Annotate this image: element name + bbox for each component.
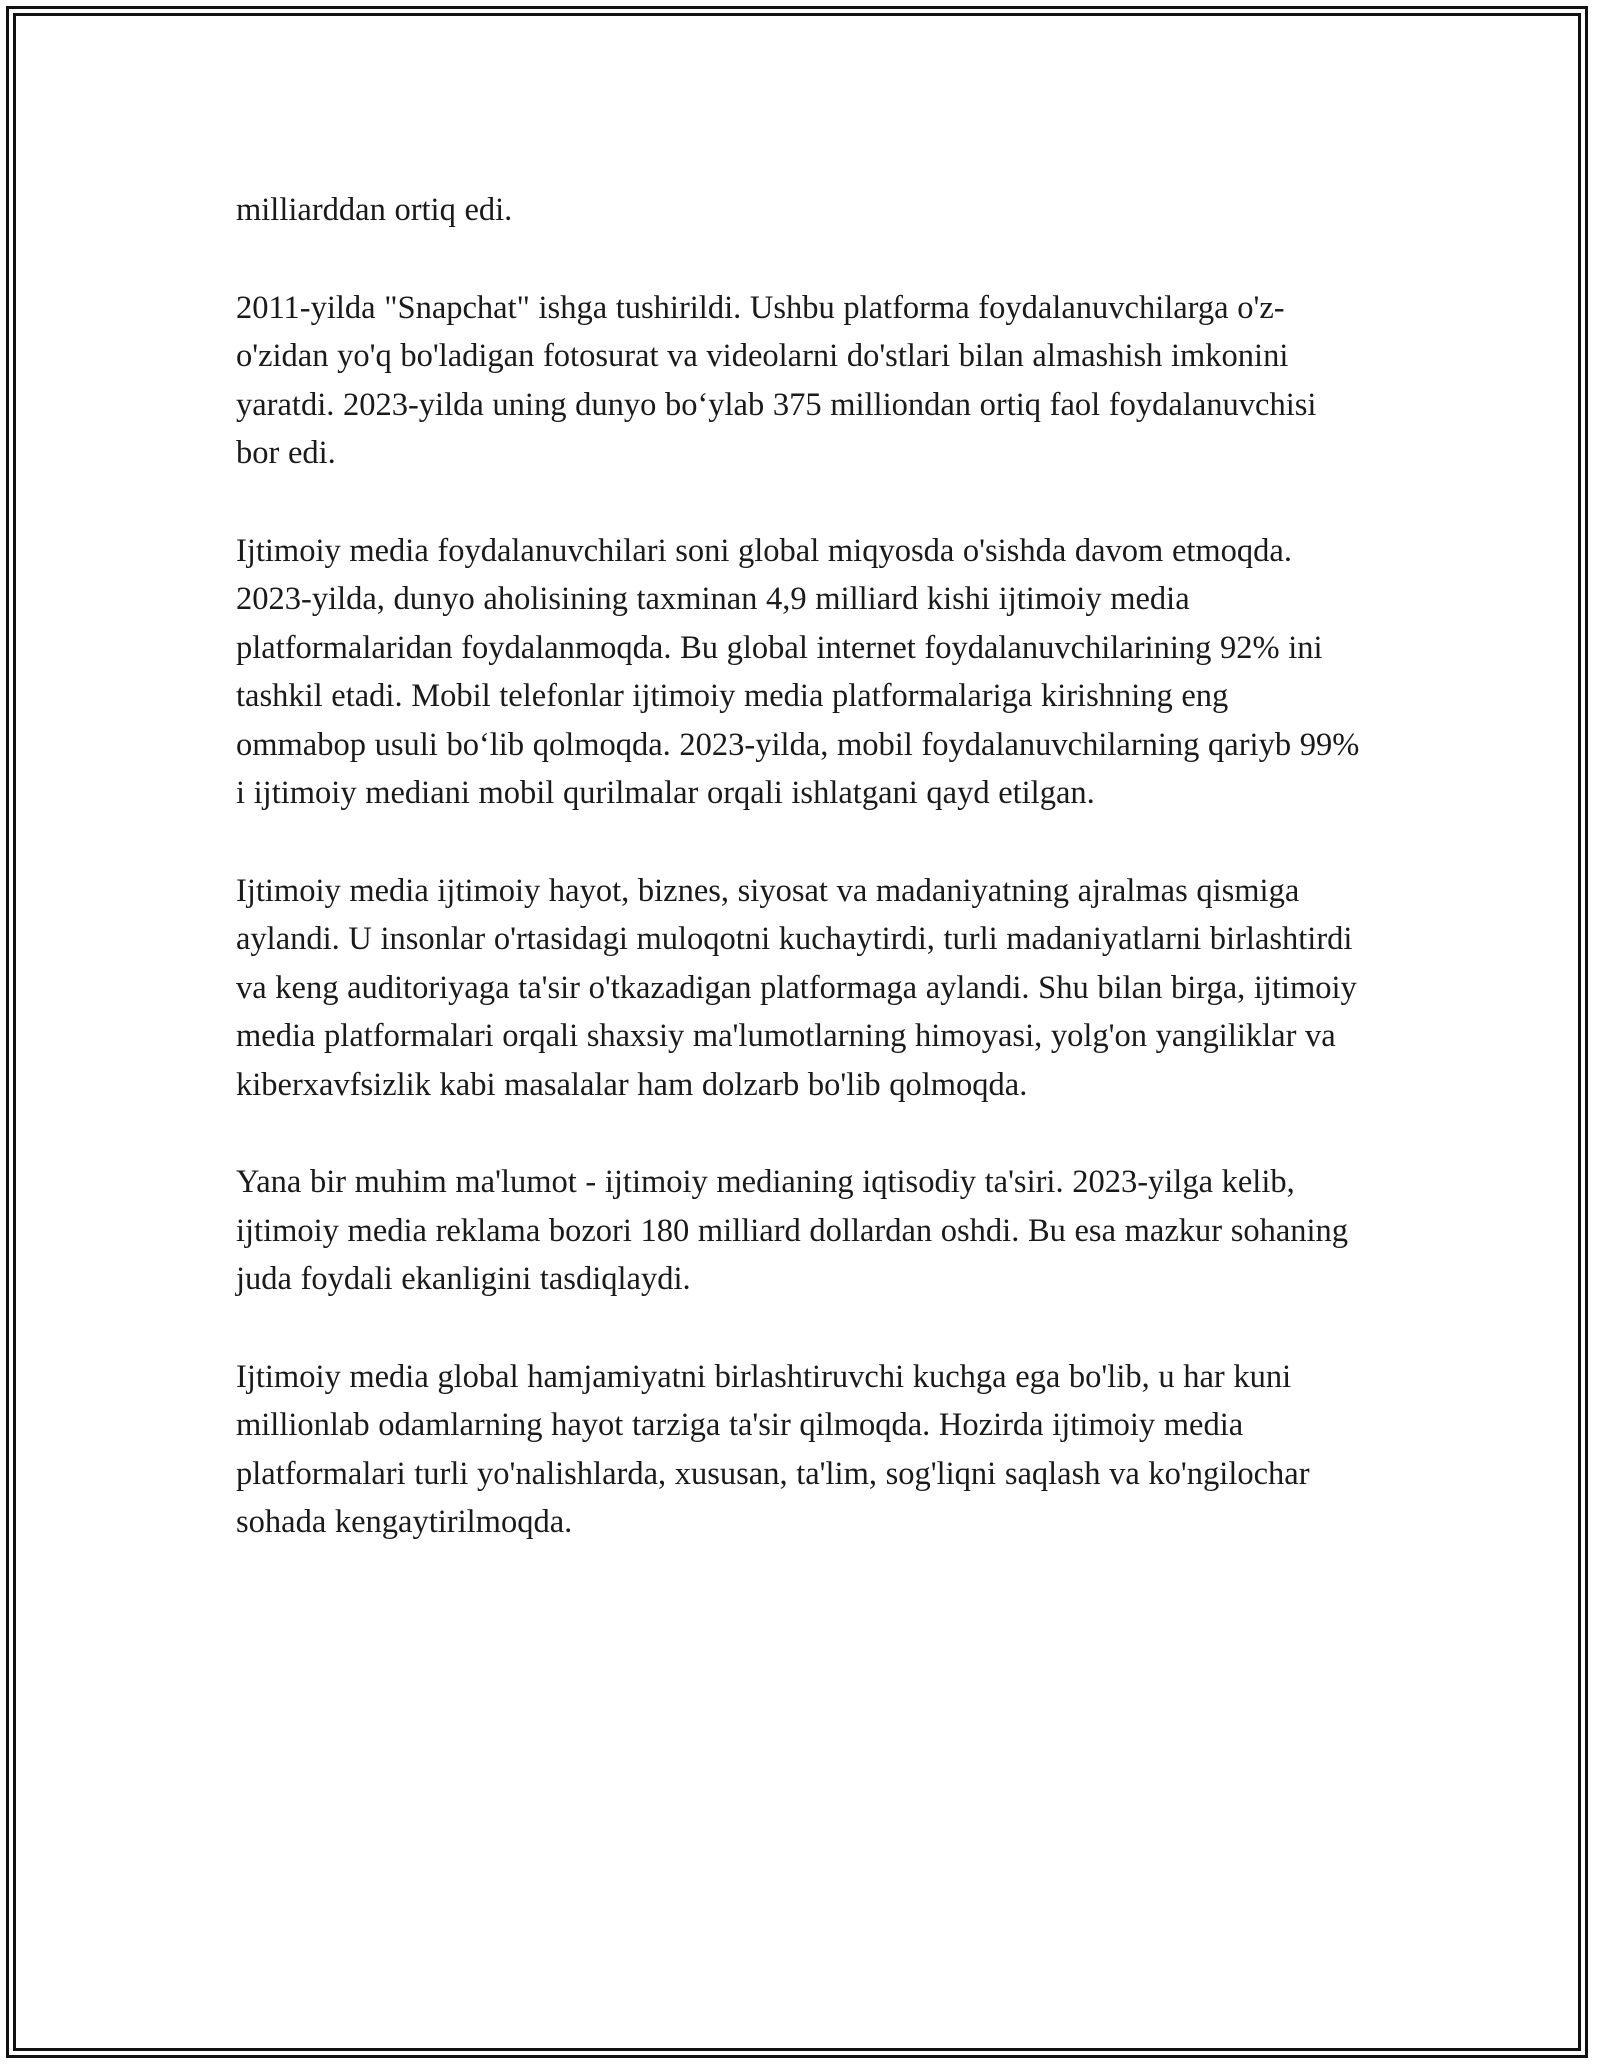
document-body bbox=[236, 186, 1366, 1596]
paragraph: 2011-yilda "Snapchat" ishga tushirildi. Ushbu platforma foydalanuvchilarga o'z-o'zidan yo'q bo'ladigan fotosurat va videolarni do'stlari bilan almashish imkonini yaratdi. 2023-yilda uning dunyo bo‘ylab 375 milliondan ortiq faol foydalanuvchisi bor edi. bbox=[236, 289, 1317, 471]
paragraph: Ijtimoiy media foydalanuvchilari soni global miqyosda o'sishda davom etmoqda. 2023-yilda, dunyo aholisining taxminan 4,9 milliard kishi ijtimoiy media platformalaridan foydalanmoqda. Bu global internet foydalanuvchilarining 92% ini tashkil etadi. Mobil telefonlar ijtimoiy media platformalariga kirishning eng ommabop usuli bo‘lib qolmoqda. 2023-yilda, mobil foydalanuvchilarning qariyb 99% i ijtimoiy mediani mobil qurilmalar orqali ishlatgani qayd etilgan. bbox=[236, 532, 1360, 811]
paragraph: Ijtimoiy media ijtimoiy hayot, biznes, siyosat va madaniyatning ajralmas qismiga aylandi. U insonlar o'rtasidagi muloqotni kuchaytirdi, turli madaniyatlarni birlashtirdi va keng auditoriyaga ta'sir o'tkazadigan platformaga aylandi. Shu bilan birga, ijtimoiy media platformalari orqali shaxsiy ma'lumotlarning himoyasi, yolg'on yangiliklar va kiberxavfsizlik kabi masalalar ham dolzarb bo'lib qolmoqda. bbox=[236, 872, 1357, 1103]
paragraph: Ijtimoiy media global hamjamiyatni birlashtiruvchi kuchga ega bo'lib, u har kuni millionlab odamlarning hayot tarziga ta'sir qilmoqda. Hozirda ijtimoiy media platformalari turli yo'nalishlarda, xususan, ta'lim, sog'liqni saqlash va ko'ngilochar sohada kengaytirilmoqda. bbox=[236, 1358, 1310, 1540]
paragraph: milliarddan ortiq edi. bbox=[236, 192, 513, 228]
paragraph: Yana bir muhim ma'lumot - ijtimoiy medianing iqtisodiy ta'siri. 2023-yilga kelib, ijtimoiy media reklama bozori 180 milliard dollardan oshdi. Bu esa mazkur sohaning juda foydali ekanligini tasdiqlaydi. bbox=[236, 1164, 1349, 1297]
